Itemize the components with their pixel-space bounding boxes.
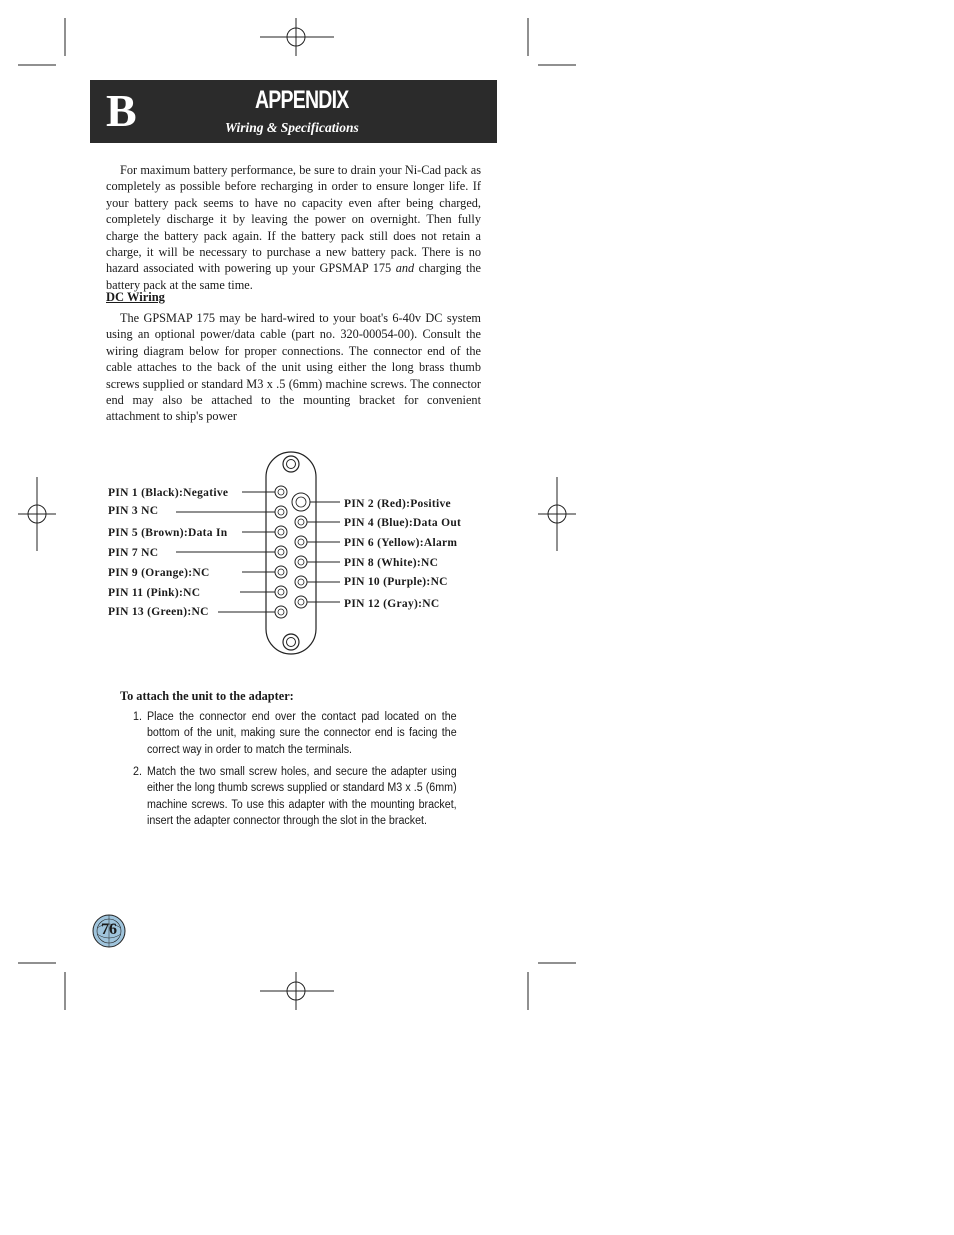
page-number: 76: [101, 921, 117, 938]
pin-socket: [275, 506, 287, 518]
pin-socket: [295, 556, 307, 568]
dc-wiring-paragraph: [106, 310, 481, 425]
dc-wiring-paragraph-text: The GPSMAP 175 may be hard-wired to your boat's 6-40v DC system using an optional power/data cable (part no. 320-00054-00). Consult the wiring diagram below for proper connections. The connector end of the cable attaches to the back of the unit using either the long brass thumb screws supplied or standard M3 x .5 (6mm) machine screws. The connector end may also be attached to the mounting bracket for convenient attachment to ship's power: [106, 311, 481, 424]
pin-label: PIN 2 (Red):Positive: [344, 498, 451, 510]
pin-label: PIN 3 NC: [108, 505, 159, 517]
pin-label: PIN 1 (Black):Negative: [108, 487, 229, 499]
pin-socket: [275, 546, 287, 558]
battery-paragraph-tail: charging the battery pack at the same time.: [106, 261, 481, 292]
appendix-letter: B: [106, 85, 137, 136]
step-text: Place the connector end over the contact pad located on the bottom of the unit, making sure the connector end is facing the correct way in order to match the terminals.: [146, 711, 457, 756]
pin-label: PIN 4 (Blue):Data Out: [344, 517, 462, 529]
left-pin-column: [108, 486, 287, 618]
pin-label: PIN 5 (Brown):Data In: [108, 527, 228, 539]
pin-socket: [275, 486, 287, 498]
step-item: [133, 764, 457, 830]
left-pin: [108, 505, 287, 518]
step-text: Match the two small screw holes, and secure the adapter using either the long thumb screws supplied or standard M3 x .5 (6mm) machine screws. To use this adapter with the mounting bracket, insert the adapter connector through the slot in the bracket.: [146, 766, 457, 828]
pin-label: PIN 13 (Green):NC: [108, 606, 209, 618]
pin-label: PIN 8 (White):NC: [344, 557, 439, 569]
right-pin: [295, 596, 440, 610]
pin-label: PIN 7 NC: [108, 547, 159, 559]
right-pin: [295, 576, 448, 588]
left-pin: [108, 566, 287, 579]
left-pin: [108, 606, 287, 618]
left-pin: [108, 586, 287, 599]
pin-socket: [295, 576, 307, 588]
dc-wiring-heading: DC Wiring: [106, 290, 165, 304]
right-pin-column: [292, 493, 461, 610]
battery-paragraph-emphasis: and: [395, 261, 415, 276]
step-number: 1.: [133, 711, 142, 723]
left-pin: [108, 526, 287, 539]
left-pin: [108, 486, 287, 499]
left-pin: [108, 546, 287, 559]
pin-label: PIN 9 (Orange):NC: [108, 567, 210, 579]
chapter-title: APPENDIX: [255, 86, 349, 114]
attach-instructions-heading: To attach the unit to the adapter:: [120, 689, 294, 703]
right-pin: [295, 516, 461, 529]
pin-socket: [295, 596, 307, 608]
pin-socket: [292, 493, 310, 511]
pin-socket: [295, 536, 307, 548]
pin-socket: [275, 606, 287, 618]
pin-label: PIN 6 (Yellow):Alarm: [344, 537, 458, 549]
connector-wiring-diagram: [100, 448, 490, 658]
pin-label: PIN 10 (Purple):NC: [344, 576, 448, 588]
pin-socket: [295, 516, 307, 528]
pin-label: PIN 11 (Pink):NC: [108, 587, 201, 599]
pin-socket: [275, 586, 287, 598]
pin-label: PIN 12 (Gray):NC: [344, 598, 440, 610]
battery-paragraph-text: For maximum battery performance, be sure to drain your Ni-Cad pack as completely as possible before recharging in order to ensure longer life. If your battery pack seems to have no capacity even after being charged, completely discharge it by leaving the power on overnight. Then fully charge the battery pack again. If the battery pack still does not retain a charge, it will be necessary to purchase a new battery pack. There is no hazard associated with powering up your GPSMAP 175: [106, 163, 481, 276]
pin-socket: [275, 526, 287, 538]
battery-paragraph: [106, 162, 481, 293]
step-item: [133, 709, 457, 758]
chapter-subtitle: Wiring & Specifications: [225, 120, 359, 135]
step-number: 2.: [133, 766, 142, 778]
connector-body: [266, 452, 316, 654]
right-pin: [295, 536, 457, 549]
pin-socket: [275, 566, 287, 578]
